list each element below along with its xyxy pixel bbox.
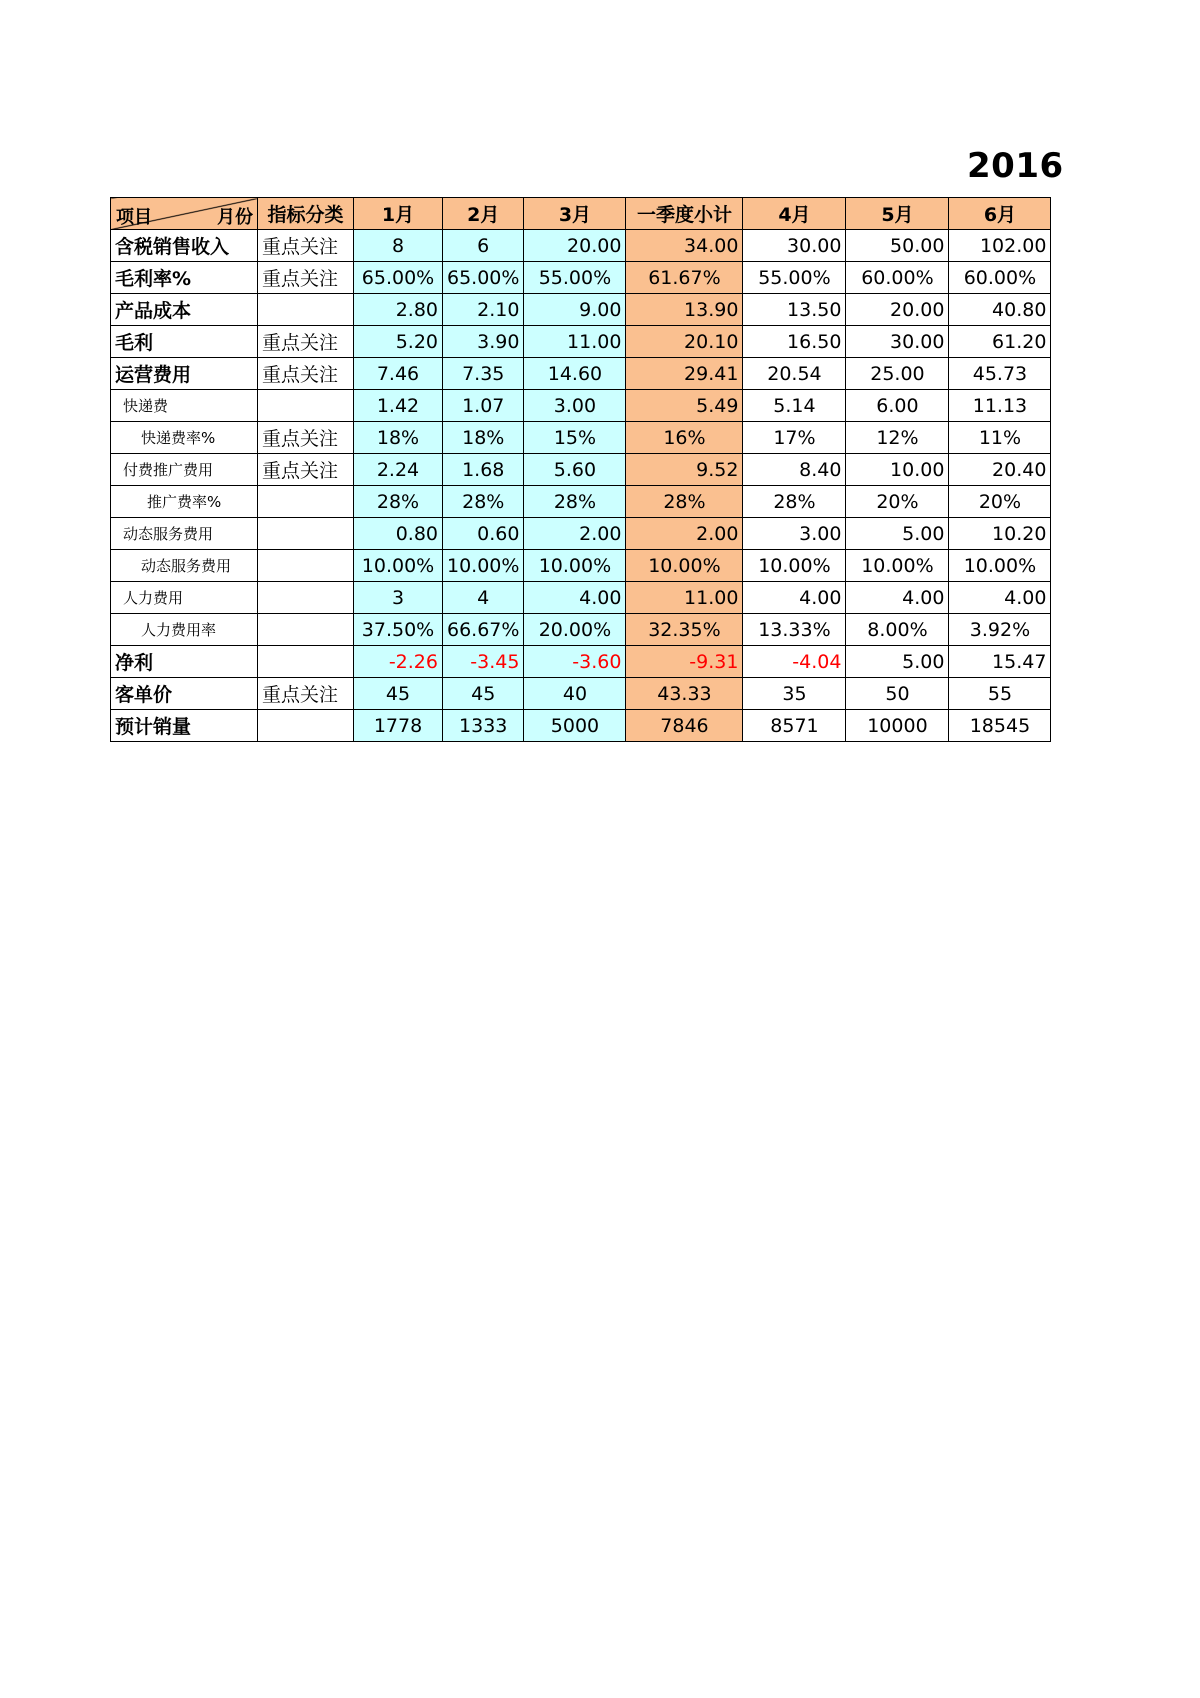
table-row: [111, 230, 1051, 262]
value-cell[interactable]: 30.00: [743, 230, 846, 262]
value-cell[interactable]: 1.42: [354, 390, 443, 422]
value-cell[interactable]: 20.54: [743, 358, 846, 390]
header-month-2[interactable]: 2月: [443, 198, 524, 230]
value-cell[interactable]: 45: [443, 678, 524, 710]
table-row: [111, 486, 1051, 518]
row-category[interactable]: [258, 646, 354, 678]
header-month-6[interactable]: 6月: [949, 198, 1051, 230]
value-cell[interactable]: 25.00: [846, 358, 949, 390]
header-category[interactable]: 指标分类: [258, 198, 354, 230]
value-cell[interactable]: 10.00%: [846, 550, 949, 582]
row-label[interactable]: 含税销售收入: [111, 230, 258, 262]
row-category[interactable]: 重点关注: [258, 326, 354, 358]
value-cell[interactable]: 40: [524, 678, 626, 710]
header-month-1[interactable]: 1月: [354, 198, 443, 230]
q1-subtotal-cell[interactable]: 13.90: [626, 294, 743, 326]
q1-subtotal-cell[interactable]: 10.00%: [626, 550, 743, 582]
row-label[interactable]: 快递费率%: [111, 422, 258, 454]
header-q1-subtotal[interactable]: 一季度小计: [626, 198, 743, 230]
value-cell[interactable]: 3.92%: [949, 614, 1051, 646]
q1-subtotal-cell[interactable]: 9.52: [626, 454, 743, 486]
q1-subtotal-cell[interactable]: 16%: [626, 422, 743, 454]
budget-table: [110, 197, 1051, 742]
value-cell[interactable]: 30.00: [846, 326, 949, 358]
q1-subtotal-cell[interactable]: 7846: [626, 710, 743, 742]
value-cell[interactable]: 102.00: [949, 230, 1051, 262]
table-row: [111, 422, 1051, 454]
value-cell[interactable]: 55: [949, 678, 1051, 710]
row-category[interactable]: 重点关注: [258, 230, 354, 262]
value-cell[interactable]: 1.07: [443, 390, 524, 422]
value-cell[interactable]: 4: [443, 582, 524, 614]
value-cell[interactable]: 5000: [524, 710, 626, 742]
value-cell[interactable]: -2.26: [354, 646, 443, 678]
value-cell[interactable]: 2.80: [354, 294, 443, 326]
row-label[interactable]: 净利: [111, 646, 258, 678]
row-category[interactable]: 重点关注: [258, 358, 354, 390]
value-cell[interactable]: 0.80: [354, 518, 443, 550]
q1-subtotal-cell[interactable]: 61.67%: [626, 262, 743, 294]
table-row: [111, 326, 1051, 358]
value-cell[interactable]: 12%: [846, 422, 949, 454]
value-cell[interactable]: 28%: [743, 486, 846, 518]
value-cell[interactable]: 10.00%: [443, 550, 524, 582]
row-category[interactable]: 重点关注: [258, 678, 354, 710]
value-cell[interactable]: 13.33%: [743, 614, 846, 646]
q1-subtotal-cell[interactable]: 11.00: [626, 582, 743, 614]
value-cell[interactable]: 5.00: [846, 518, 949, 550]
table-row: [111, 710, 1051, 742]
value-cell[interactable]: 45: [354, 678, 443, 710]
sheet-title: 2016: [967, 146, 1064, 186]
value-cell[interactable]: 4.00: [524, 582, 626, 614]
value-cell[interactable]: 18%: [354, 422, 443, 454]
row-category[interactable]: [258, 486, 354, 518]
table-row: [111, 262, 1051, 294]
value-cell[interactable]: 8: [354, 230, 443, 262]
q1-subtotal-cell[interactable]: 2.00: [626, 518, 743, 550]
value-cell[interactable]: -4.04: [743, 646, 846, 678]
value-cell[interactable]: 35: [743, 678, 846, 710]
row-label[interactable]: 动态服务费用: [111, 518, 258, 550]
row-label[interactable]: 人力费用率: [111, 614, 258, 646]
value-cell[interactable]: 10.00%: [949, 550, 1051, 582]
value-cell[interactable]: 8571: [743, 710, 846, 742]
value-cell[interactable]: 15.47: [949, 646, 1051, 678]
q1-subtotal-cell[interactable]: 29.41: [626, 358, 743, 390]
row-category[interactable]: 重点关注: [258, 454, 354, 486]
value-cell[interactable]: 60.00%: [949, 262, 1051, 294]
q1-subtotal-cell[interactable]: 28%: [626, 486, 743, 518]
table-row: [111, 614, 1051, 646]
row-category[interactable]: [258, 518, 354, 550]
table-row: [111, 518, 1051, 550]
value-cell[interactable]: 5.14: [743, 390, 846, 422]
q1-subtotal-cell[interactable]: 20.10: [626, 326, 743, 358]
value-cell[interactable]: 61.20: [949, 326, 1051, 358]
row-label[interactable]: 毛利: [111, 326, 258, 358]
value-cell[interactable]: 1333: [443, 710, 524, 742]
value-cell[interactable]: 3.00: [743, 518, 846, 550]
table-row: [111, 582, 1051, 614]
value-cell[interactable]: 37.50%: [354, 614, 443, 646]
q1-subtotal-cell[interactable]: 32.35%: [626, 614, 743, 646]
value-cell[interactable]: 6.00: [846, 390, 949, 422]
value-cell[interactable]: 17%: [743, 422, 846, 454]
value-cell[interactable]: 20%: [949, 486, 1051, 518]
value-cell[interactable]: 65.00%: [354, 262, 443, 294]
row-label[interactable]: 快递费: [111, 390, 258, 422]
value-cell[interactable]: 10000: [846, 710, 949, 742]
value-cell[interactable]: 10.00: [846, 454, 949, 486]
value-cell[interactable]: 7.46: [354, 358, 443, 390]
value-cell[interactable]: 14.60: [524, 358, 626, 390]
row-label[interactable]: 动态服务费用: [111, 550, 258, 582]
header-row: [111, 198, 1051, 230]
value-cell[interactable]: 11.13: [949, 390, 1051, 422]
row-label[interactable]: 客单价: [111, 678, 258, 710]
value-cell[interactable]: 3.00: [524, 390, 626, 422]
value-cell[interactable]: 28%: [443, 486, 524, 518]
header-month-5[interactable]: 5月: [846, 198, 949, 230]
value-cell[interactable]: 28%: [354, 486, 443, 518]
table-row: [111, 454, 1051, 486]
row-category[interactable]: [258, 390, 354, 422]
value-cell[interactable]: 20%: [846, 486, 949, 518]
header-diagonal-cell[interactable]: [111, 198, 258, 230]
value-cell[interactable]: 66.67%: [443, 614, 524, 646]
row-category[interactable]: [258, 582, 354, 614]
value-cell[interactable]: 45.73: [949, 358, 1051, 390]
value-cell[interactable]: 18%: [443, 422, 524, 454]
table-row: [111, 646, 1051, 678]
value-cell[interactable]: 3.90: [443, 326, 524, 358]
value-cell[interactable]: 50: [846, 678, 949, 710]
row-category[interactable]: [258, 550, 354, 582]
row-label[interactable]: 推广费率%: [111, 486, 258, 518]
value-cell[interactable]: 10.20: [949, 518, 1051, 550]
value-cell[interactable]: 8.00%: [846, 614, 949, 646]
value-cell[interactable]: -3.45: [443, 646, 524, 678]
row-category[interactable]: 重点关注: [258, 422, 354, 454]
value-cell[interactable]: 6: [443, 230, 524, 262]
value-cell[interactable]: 2.24: [354, 454, 443, 486]
value-cell[interactable]: 4.00: [743, 582, 846, 614]
value-cell[interactable]: 13.50: [743, 294, 846, 326]
header-item-label: 项目: [116, 207, 152, 228]
table-row: [111, 390, 1051, 422]
row-category[interactable]: [258, 614, 354, 646]
value-cell[interactable]: 20.40: [949, 454, 1051, 486]
header-month-4[interactable]: 4月: [743, 198, 846, 230]
q1-subtotal-cell[interactable]: 34.00: [626, 230, 743, 262]
value-cell[interactable]: 28%: [524, 486, 626, 518]
value-cell[interactable]: 10.00%: [743, 550, 846, 582]
value-cell[interactable]: 7.35: [443, 358, 524, 390]
table-row: [111, 294, 1051, 326]
value-cell[interactable]: 20.00: [524, 230, 626, 262]
q1-subtotal-cell[interactable]: -9.31: [626, 646, 743, 678]
value-cell[interactable]: -3.60: [524, 646, 626, 678]
value-cell[interactable]: 10.00%: [524, 550, 626, 582]
header-month-label: 月份: [217, 207, 253, 228]
value-cell[interactable]: 5.00: [846, 646, 949, 678]
row-category[interactable]: 重点关注: [258, 262, 354, 294]
value-cell[interactable]: 18545: [949, 710, 1051, 742]
q1-subtotal-cell[interactable]: 5.49: [626, 390, 743, 422]
value-cell[interactable]: 5.20: [354, 326, 443, 358]
row-label[interactable]: 产品成本: [111, 294, 258, 326]
value-cell[interactable]: 11.00: [524, 326, 626, 358]
title-area: [110, 140, 1064, 190]
table-row: [111, 358, 1051, 390]
value-cell[interactable]: 9.00: [524, 294, 626, 326]
row-category[interactable]: [258, 294, 354, 326]
value-cell[interactable]: 55.00%: [524, 262, 626, 294]
value-cell[interactable]: 16.50: [743, 326, 846, 358]
value-cell[interactable]: 4.00: [949, 582, 1051, 614]
table-row: [111, 550, 1051, 582]
row-label[interactable]: 预计销量: [111, 710, 258, 742]
value-cell[interactable]: 5.60: [524, 454, 626, 486]
value-cell[interactable]: 60.00%: [846, 262, 949, 294]
value-cell[interactable]: 15%: [524, 422, 626, 454]
row-category[interactable]: [258, 710, 354, 742]
value-cell[interactable]: 11%: [949, 422, 1051, 454]
value-cell[interactable]: 65.00%: [443, 262, 524, 294]
value-cell[interactable]: 55.00%: [743, 262, 846, 294]
row-label[interactable]: 毛利率%: [111, 262, 258, 294]
value-cell[interactable]: 40.80: [949, 294, 1051, 326]
value-cell[interactable]: 2.00: [524, 518, 626, 550]
value-cell[interactable]: 4.00: [846, 582, 949, 614]
value-cell[interactable]: 20.00%: [524, 614, 626, 646]
value-cell[interactable]: 1.68: [443, 454, 524, 486]
header-month-3[interactable]: 3月: [524, 198, 626, 230]
table-row: [111, 678, 1051, 710]
q1-subtotal-cell[interactable]: 43.33: [626, 678, 743, 710]
row-label[interactable]: 付费推广费用: [111, 454, 258, 486]
value-cell[interactable]: 3: [354, 582, 443, 614]
value-cell[interactable]: 8.40: [743, 454, 846, 486]
value-cell[interactable]: 2.10: [443, 294, 524, 326]
row-label[interactable]: 运营费用: [111, 358, 258, 390]
value-cell[interactable]: 10.00%: [354, 550, 443, 582]
value-cell[interactable]: 50.00: [846, 230, 949, 262]
value-cell[interactable]: 20.00: [846, 294, 949, 326]
value-cell[interactable]: 1778: [354, 710, 443, 742]
value-cell[interactable]: 0.60: [443, 518, 524, 550]
row-label[interactable]: 人力费用: [111, 582, 258, 614]
